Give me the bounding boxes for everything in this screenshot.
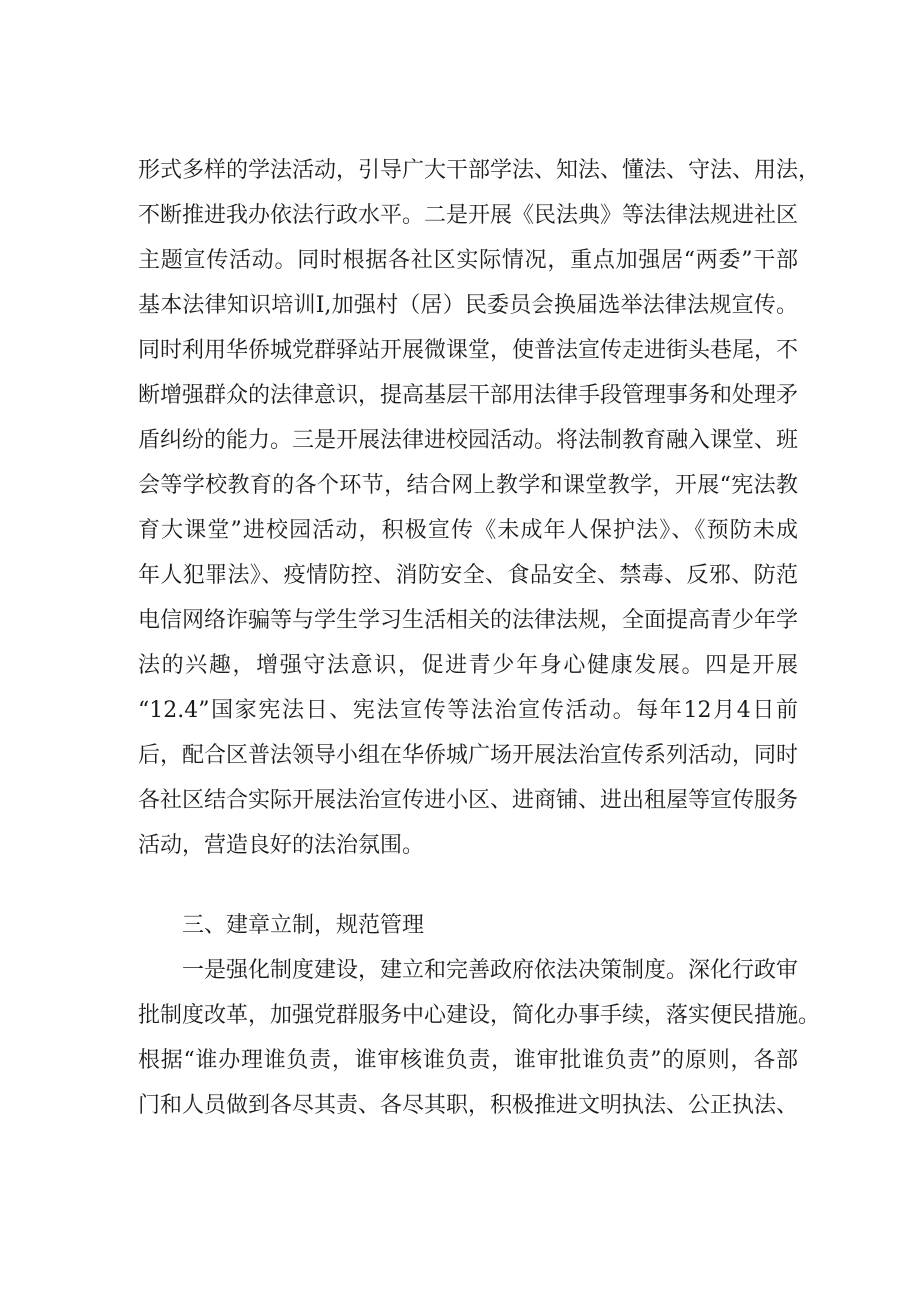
section-paragraph-line: 根据“谁办理谁负责，谁审核谁负责，谁审批谁负责”的原则，各部 bbox=[138, 1048, 798, 1073]
paragraph-line: 育大课堂”进校园活动，积极宣传《未成年人保护法》、《预防未成 bbox=[138, 518, 798, 543]
paragraph-line: “12.4”国家宪法日、宪法宣传等法治宣传活动。每年12月4日前 bbox=[138, 698, 798, 723]
paragraph-line: 基本法律知识培训I,加强村（居）民委员会换届选举法律法规宣传。 bbox=[138, 293, 798, 318]
paragraph-line: 不断推进我办依法行政水平。二是开展《民法典》等法律法规进社区 bbox=[138, 203, 799, 228]
paragraph-line: 年人犯罪法》、疫情防控、消防安全、食品安全、禁毒、反邪、防范 bbox=[138, 563, 798, 588]
paragraph-line: 后，配合区普法领导小组在华侨城广场开展法治宣传系列活动，同时 bbox=[138, 743, 799, 768]
paragraph-line-last: 活动，营造良好的法治氛围。 bbox=[138, 833, 425, 858]
section-paragraph-line: 门和人员做到各尽其责、各尽其职，积极推进文明执法、公正执法、 bbox=[138, 1093, 799, 1118]
section-heading: 三、建章立制，规范管理 bbox=[182, 913, 425, 938]
paragraph-line: 形式多样的学法活动，引导广大干部学法、知法、懂法、守法、用法， bbox=[138, 158, 821, 183]
paragraph-line: 同时利用华侨城党群驿站开展微课堂，使普法宣传走进街头巷尾，不 bbox=[138, 338, 799, 363]
paragraph-line: 主题宣传活动。同时根据各社区实际情况，重点加强居“两委”干部 bbox=[138, 248, 798, 273]
paragraph-line: 会等学校教育的各个环节，结合网上教学和课堂教学，开展“宪法教 bbox=[138, 473, 798, 498]
paragraph-line: 断增强群众的法律意识，提高基层干部用法律手段管理事务和处理矛 bbox=[138, 383, 799, 408]
section-paragraph-line: 批制度改革，加强党群服务中心建设，简化办事手续，落实便民措施。 bbox=[138, 1003, 821, 1028]
section-paragraph-line: 一是强化制度建设，建立和完善政府依法决策制度。深化行政审 bbox=[182, 958, 799, 983]
paragraph-line: 盾纠纷的能力。三是开展法律进校园活动。将法制教育融入课堂、班 bbox=[138, 428, 799, 453]
paragraph-line: 法的兴趣，增强守法意识，促进青少年身心健康发展。四是开展 bbox=[138, 653, 798, 678]
paragraph-line: 各社区结合实际开展法治宣传进小区、进商铺、进出租屋等宣传服务 bbox=[138, 788, 799, 813]
paragraph-line: 电信网络诈骗等与学生学习生活相关的法律法规，全面提高青少年学 bbox=[138, 608, 799, 633]
